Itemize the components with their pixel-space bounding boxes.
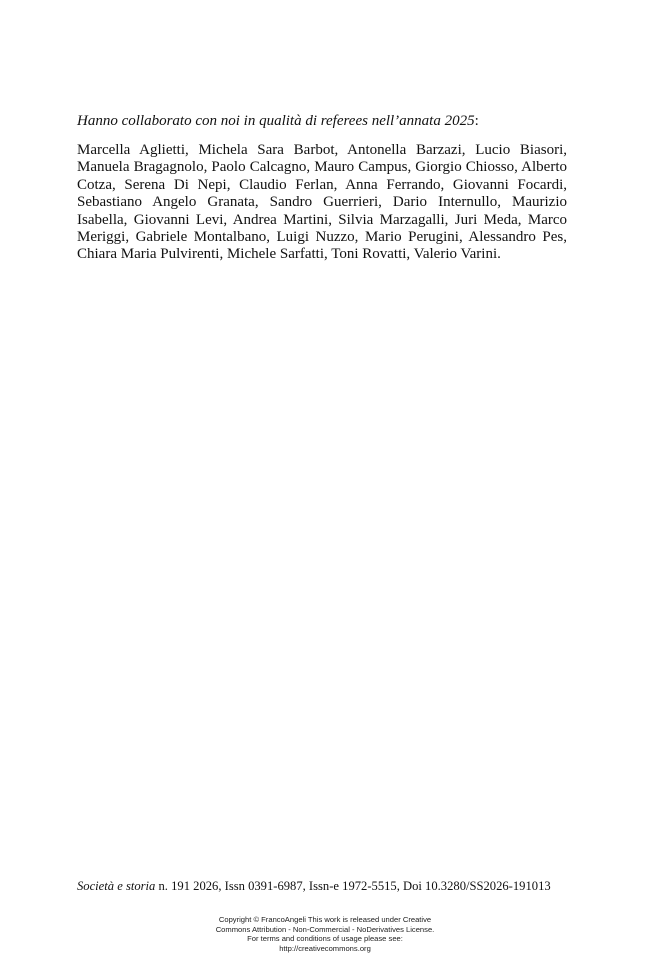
referees-list: Marcella Aglietti, Michela Sara Barbot, Antonella Barzazi, Lucio Biasori, Manuela Bragagnolo, Paolo Calcagno, Mauro Campus, Giorgio Chiosso, Alberto Cotza, Serena Di Nepi, Claudio Ferlan, Anna Ferrando, Giovanni Focardi, Sebastiano Angelo Granata, Sandro Guerrieri, Dario Internullo, Maurizio Isabella, Giovanni Levi, Andrea Martini, Silvia Marzagalli, Juri Meda, Marco Meriggi, Gabriele Montalbano, Luigi Nuzzo, Mario Perugini, Alessandro Pes, Chiara Maria Pulvirenti, Michele Sarfatti, Toni Rovatti, Valerio Varini. [77, 142, 567, 263]
journal-title: Società e storia [77, 879, 156, 893]
referees-intro-colon: : [474, 113, 479, 129]
license-line-2: Commons Attribution - Non-Commercial - NoDerivatives License. [215, 924, 435, 934]
referees-intro [77, 112, 567, 131]
license-notice [0, 915, 650, 953]
referees-intro-italic: Hanno collaborato con noi in qualità di referees nell’annata 2025 [77, 113, 475, 129]
license-line-1: Copyright © FrancoAngeli This work is released under Creative [218, 915, 432, 924]
journal-citation [77, 878, 577, 894]
license-line-3: For terms and conditions of usage please see: [247, 934, 403, 944]
citation-details: n. 191 2026, Issn 0391-6987, Issn-e 1972-5515, Doi 10.3280/SS2026-191013 [155, 879, 551, 893]
license-url[interactable]: http://creativecommons.org [279, 943, 371, 953]
